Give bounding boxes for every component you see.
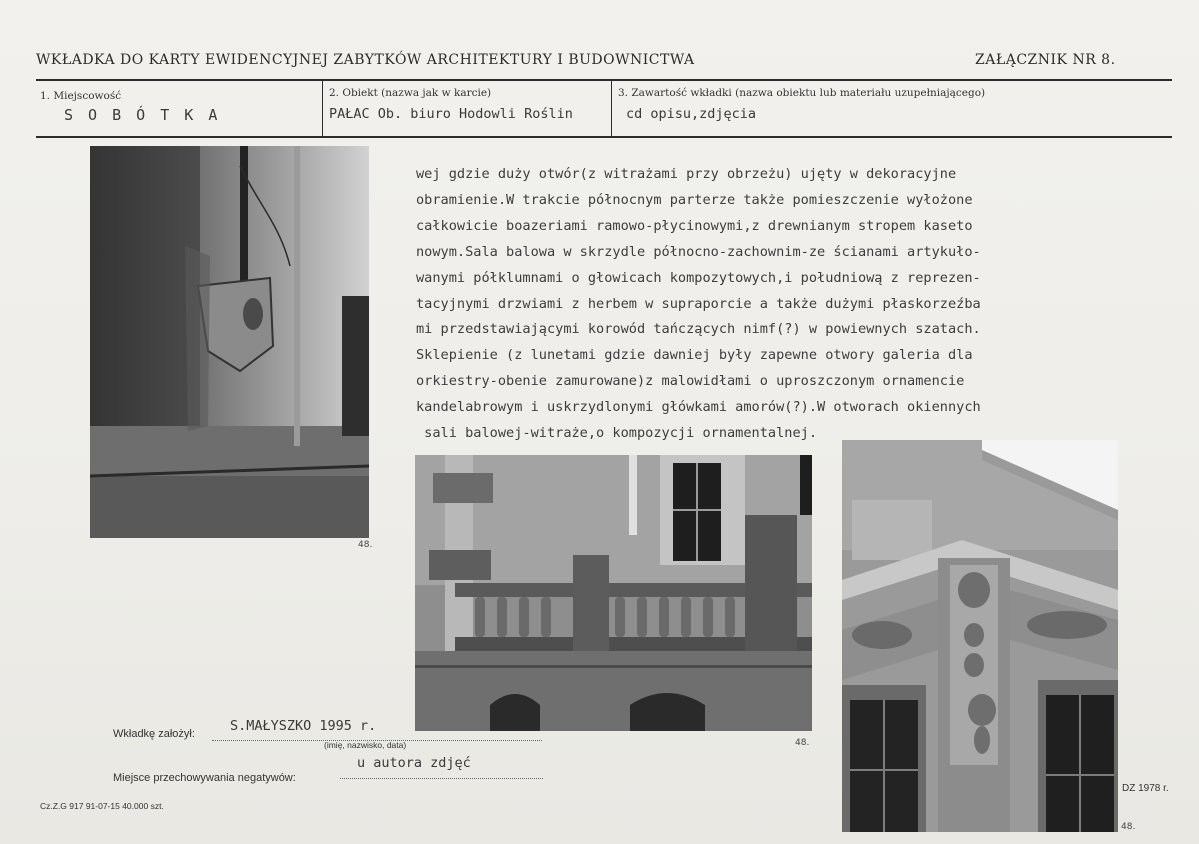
description-line: Sklepienie (z lunetami gdzie dawniej były zapewne otwory galeria dla xyxy=(416,347,973,364)
description-line: orkiestry-obenie zamurowane)z malowidłami o uproszczonym ornamencie xyxy=(416,373,965,390)
description-line: nowym.Sala balowa w skrzydle północno-zachownim-ze ścianami artykuło- xyxy=(416,243,981,260)
author-label: Wkładkę założył: xyxy=(113,728,195,740)
photo-ornament-corner xyxy=(842,440,1118,832)
author-hint: (imię, nazwisko, data) xyxy=(324,740,407,750)
object-value: PAŁAC Ob. biuro Hodowli Roślin xyxy=(329,106,573,122)
header-top-rule xyxy=(36,79,1172,81)
locality-value: S O B Ó T K A xyxy=(64,106,221,124)
negatives-value: u autora zdjęć xyxy=(357,755,471,771)
description-line: kandelabrowym i uskrzydlonymi główkami amorów(?).W otworach okiennych xyxy=(416,399,981,416)
description-line: sali balowej-witraże,o kompozycji ornamentalnej. xyxy=(416,425,818,442)
content-label: 3. Zawartość wkładki (nazwa obiektu lub materiału uzupełniającego) xyxy=(618,87,986,99)
header-bottom-rule xyxy=(36,136,1172,138)
form-code: DZ 1978 r. xyxy=(1122,783,1169,794)
form-title: WKŁADKA DO KARTY EWIDENCYJNEJ ZABYTKÓW ARCHITEKTURY I BUDOWNICTWA xyxy=(36,52,695,68)
field-divider-2 xyxy=(611,81,612,136)
object-label: 2. Obiekt (nazwa jak w karcie) xyxy=(329,87,492,99)
attachment-number: ZAŁĄCZNIK NR 8. xyxy=(975,52,1116,68)
description-line: obramienie.W trakcie północnym parterze także pomieszczenie wyłożone xyxy=(416,191,973,208)
author-value: S.MAŁYSZKO 1995 r. xyxy=(230,718,377,734)
print-info: Cz.Z.G 917 91-07-15 40.000 szt. xyxy=(40,801,164,811)
description-line: wanymi półklumnami o głowicach kompozytowych,i południową z reprezen- xyxy=(416,269,981,286)
field-divider-1 xyxy=(322,81,323,136)
locality-label: 1. Miejscowość xyxy=(40,90,122,102)
photo-balustrade xyxy=(415,455,812,731)
description-line: wej gdzie duży otwór(z witrażami przy obrzeżu) ujęty w dekoracyjne xyxy=(416,166,957,182)
negatives-label: Miejsce przechowywania negatywów: xyxy=(113,772,296,784)
photo-wall-bracket xyxy=(90,146,369,538)
description-line: mi przedstawiającymi korowód tańczących nimf(?) w powiewnych szatach. xyxy=(416,321,981,338)
negatives-line xyxy=(340,778,543,779)
photo-number-3: 48. xyxy=(1121,822,1136,832)
photo-number-2: 48. xyxy=(795,738,810,748)
description-line: całkowicie boazeriami ramowo-płycinowymi,z drewnianym stropem kaseto xyxy=(416,217,973,234)
description-text xyxy=(416,162,1126,447)
photo-number-1: 48. xyxy=(358,540,373,550)
content-value: cd opisu,zdjęcia xyxy=(626,106,757,122)
description-line: tacyjnymi drzwiami z herbem w supraporcie a także dużymi płaskorzeźba xyxy=(416,295,981,312)
